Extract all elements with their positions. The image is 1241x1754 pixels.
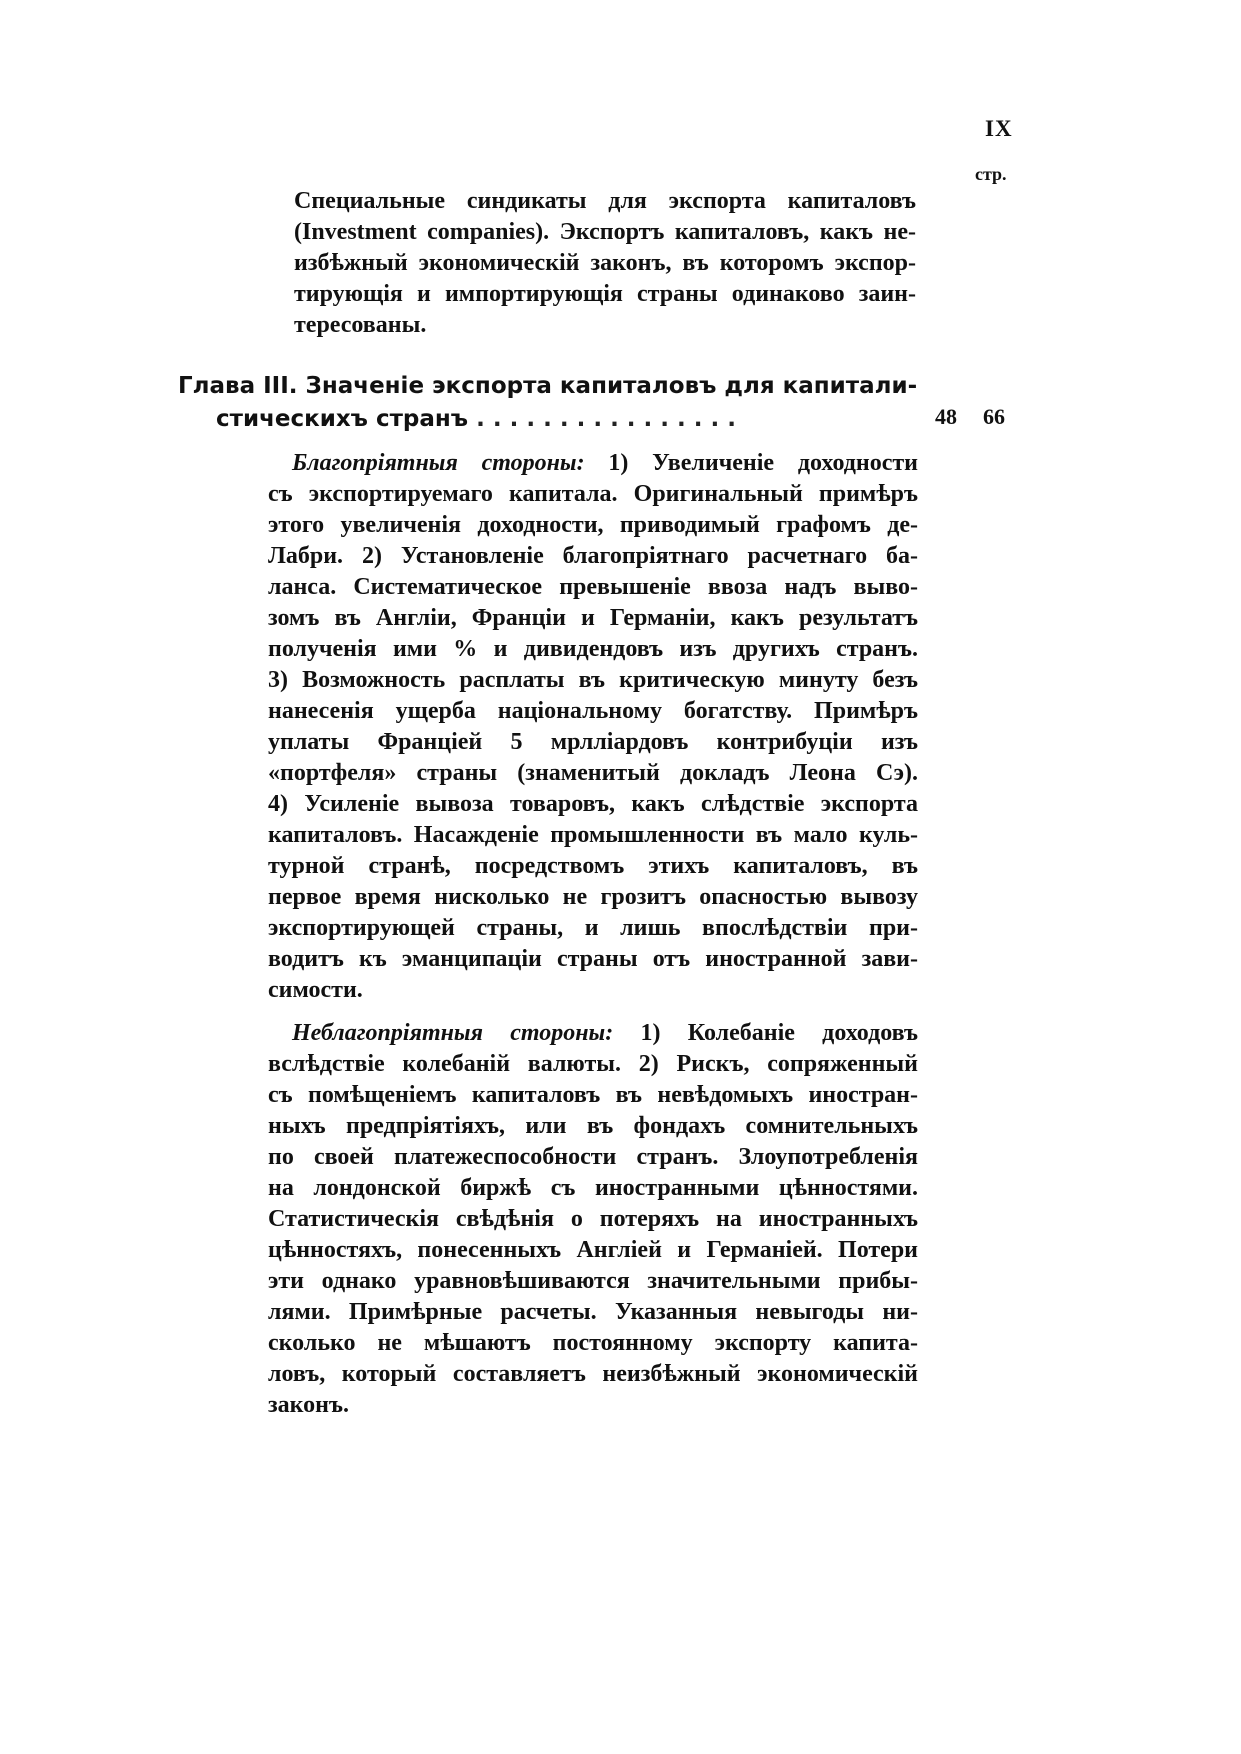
- text-line: вслѣдствіе колебаній валюты. 2) Рискъ, сопряженный: [268, 1051, 918, 1077]
- text-line: избѣжный экономическій законъ, въ которомъ экспор-: [294, 250, 916, 276]
- page-to: 66: [983, 404, 1005, 429]
- text-line: уплаты Франціей 5 мрлліардовъ контрибуціи изъ: [268, 729, 918, 755]
- text-line: турной странѣ, посредствомъ этихъ капиталовъ, въ: [268, 853, 918, 879]
- roman-page-number: IX: [985, 116, 1013, 141]
- unfavorable-first-line: 1) Колебаніе доходовъ: [613, 1020, 919, 1046]
- text-line: законъ.: [268, 1392, 349, 1418]
- text-line: [268, 1018, 918, 1049]
- text-line: съ экспортируемаго капитала. Оригинальный примѣръ: [268, 481, 918, 507]
- text-line: ланса. Систематическое превышеніе ввоза надъ выво-: [268, 574, 918, 600]
- text-line: по своей платежеспособности странъ. Злоупотребленія: [268, 1144, 918, 1170]
- favorable-heading: Благопріятныя стороны:: [292, 450, 585, 476]
- text-line: на лондонской биржѣ съ иностранными цѣнностями.: [268, 1175, 918, 1201]
- text-line: тирующія и импортирующія страны одинаково заин-: [294, 281, 916, 307]
- text-line: цѣнностяхъ, понесенныхъ Англіей и Германіей. Потери: [268, 1237, 918, 1263]
- chapter-heading: [178, 370, 918, 436]
- text-line: симости.: [268, 977, 363, 1003]
- favorable-sides-paragraph: [268, 448, 918, 1006]
- text-line: Лабри. 2) Установленіе благопріятнаго расчетнаго ба-: [268, 543, 918, 569]
- chapter-title-line: [178, 403, 918, 436]
- text-line: 3) Возможность расплаты въ критическую минуту безъ: [268, 667, 918, 693]
- text-line: полученія ими % и дивидендовъ изъ другихъ странъ.: [268, 636, 918, 662]
- text-line: Специальные синдикаты для экспорта капиталовъ: [294, 188, 916, 214]
- text-line: лями. Примѣрные расчеты. Указанныя невыгоды ни-: [268, 1299, 918, 1325]
- text-line: тересованы.: [294, 312, 427, 338]
- unfavorable-sides-paragraph: [268, 1018, 918, 1421]
- page-from: 48: [935, 404, 957, 429]
- intro-paragraph: [294, 186, 916, 341]
- dot-leader: . . . . . . . . . . . . . . . .: [476, 406, 737, 432]
- text-line: капиталовъ. Насажденіе промышленности въ мало куль-: [268, 822, 918, 848]
- text-line: Статистическія свѣдѣнія о потеряхъ на иностранныхъ: [268, 1206, 918, 1232]
- text-line: ловъ, который составляетъ неизбѣжный экономическій: [268, 1361, 918, 1387]
- text-line: [268, 448, 918, 479]
- text-line: «портфеля» страны (знаменитый докладъ Леона Сэ).: [268, 760, 918, 786]
- text-line: зомъ въ Англіи, Франціи и Германіи, какъ результатъ: [268, 605, 918, 631]
- text-line: съ помѣщеніемъ капиталовъ въ невѣдомыхъ иностран-: [268, 1082, 918, 1108]
- unfavorable-heading: Неблагопріятныя стороны:: [292, 1020, 614, 1046]
- favorable-first-line: 1) Увеличеніе доходности: [584, 450, 918, 476]
- pages-column-label: стр.: [975, 164, 1007, 184]
- text-line: ныхъ предпріятіяхъ, или въ фондахъ сомнительныхъ: [268, 1113, 918, 1139]
- chapter-title-line: Глава III. Значеніе экспорта капиталовъ для капитали-: [178, 373, 918, 399]
- text-line: этого увеличенія доходности, приводимый графомъ де-: [268, 512, 918, 538]
- text-line: экспортирующей страны, и лишь впослѣдствіи при-: [268, 915, 918, 941]
- text-line: нанесенія ущерба національному богатству. Примѣръ: [268, 698, 918, 724]
- chapter-title-continuation: стическихъ странъ: [216, 406, 469, 432]
- chapter-page-range: [935, 404, 1023, 430]
- text-line: водитъ къ эманципаціи страны отъ иностранной зави-: [268, 946, 918, 972]
- text-line: сколько не мѣшаютъ постоянному экспорту капита-: [268, 1330, 918, 1356]
- text-line: эти однако уравновѣшиваются значительными прибы-: [268, 1268, 918, 1294]
- text-line: первое время нисколько не грозитъ опасностью вывозу: [268, 884, 918, 910]
- text-line: 4) Усиленіе вывоза товаровъ, какъ слѣдствіе экспорта: [268, 791, 918, 817]
- text-line: (Investment companies). Экспортъ капиталовъ, какъ не-: [294, 219, 916, 245]
